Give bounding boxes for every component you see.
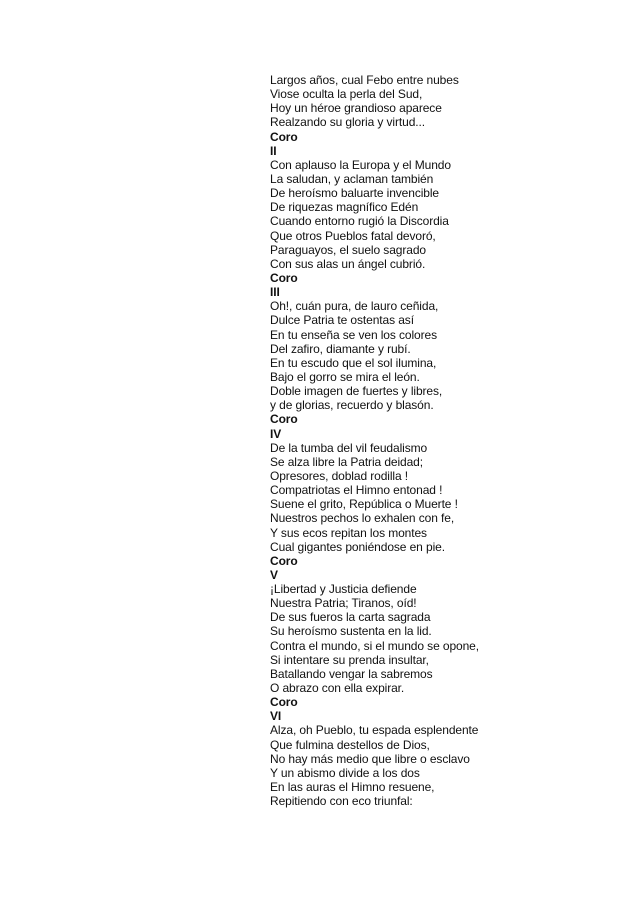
verse-line: De riquezas magnífico Edén — [270, 200, 419, 215]
verse-line: Alza, oh Pueblo, tu espada esplendente — [270, 723, 479, 738]
verse-line: Batallando vengar la sabremos — [270, 666, 433, 681]
stanza-number: II — [270, 143, 277, 158]
verse-line: Con aplauso la Europa y el Mundo — [270, 157, 451, 172]
verse-line: Y sus ecos repitan los montes — [270, 525, 427, 540]
chorus-heading: Coro — [270, 553, 298, 568]
verse-line: De la tumba del vil feudalismo — [270, 440, 428, 455]
verse-line: La saludan, y aclaman también — [270, 171, 434, 186]
verse-line: Cual gigantes poniéndose en pie. — [270, 539, 445, 554]
stanza-number: IV — [270, 426, 282, 441]
verse-line: Repitiendo con eco triunfal: — [270, 794, 413, 809]
chorus-heading: Coro — [270, 695, 298, 710]
verse-line: Viose oculta la perla del Sud, — [270, 87, 423, 102]
verse-line: Largos años, cual Febo entre nubes — [270, 73, 459, 87]
verse-line: Nuestros pechos lo exhalen con fe, — [270, 511, 455, 526]
verse-line: Bajo el gorro se mira el león. — [270, 369, 420, 384]
verse-line: Que otros Pueblos fatal devoró, — [270, 228, 436, 243]
stanza-number: III — [270, 285, 280, 300]
verse-line: Suene el grito, República o Muerte ! — [270, 497, 458, 512]
chorus-heading: Coro — [270, 129, 298, 144]
verse-line: Y un abismo divide a los dos — [270, 765, 420, 780]
chorus-heading: Coro — [270, 270, 298, 285]
verse-line: Con sus alas un ángel cubrió. — [270, 256, 426, 271]
verse-line: De heroísmo baluarte invencible — [270, 186, 439, 201]
verse-line: Del zafiro, diamante y rubí. — [270, 341, 411, 356]
verse-line: Su heroísmo sustenta en la lid. — [270, 624, 432, 639]
verse-line: Nuestra Patria; Tiranos, oíd! — [270, 596, 417, 611]
verse-line: No hay más medio que libre o esclavo — [270, 751, 470, 766]
verse-line: Doble imagen de fuertes y libres, — [270, 384, 443, 399]
verse-line: Opresores, doblad rodilla ! — [270, 468, 409, 483]
verse-line: Que fulmina destellos de Dios, — [270, 737, 430, 752]
verse-line: Contra el mundo, si el mundo se opone, — [270, 638, 479, 653]
verse-line: ¡Libertad y Justicia defiende — [270, 582, 417, 597]
verse-line: En tu enseña se ven los colores — [270, 327, 438, 342]
verse-line: Si intentare su prenda insultar, — [270, 652, 429, 667]
stanza-number: VI — [270, 709, 282, 724]
verse-line: O abrazo con ella expirar. — [270, 681, 405, 696]
verse-line: Realzando su gloria y virtud... — [270, 115, 425, 130]
verse-line: Dulce Patria te ostentas así — [270, 313, 414, 328]
verse-line: Compatriotas el Himno entonad ! — [270, 483, 443, 498]
verse-line: En las auras el Himno resuene, — [270, 780, 435, 795]
anthem-text-block — [270, 73, 610, 808]
verse-line: De sus fueros la carta sagrada — [270, 610, 431, 625]
chorus-heading: Coro — [270, 412, 298, 427]
verse-line: Oh!, cuán pura, de lauro ceñida, — [270, 299, 439, 314]
stanza-number: V — [270, 567, 278, 582]
verse-line: En tu escudo que el sol ilumina, — [270, 355, 437, 370]
verse-line: Paraguayos, el suelo sagrado — [270, 242, 426, 257]
verse-line: Hoy un héroe grandioso aparece — [270, 101, 442, 116]
verse-line: Cuando entorno rugió la Discordia — [270, 214, 449, 229]
verse-line: Se alza libre la Patria deidad; — [270, 454, 423, 469]
verse-line: y de glorias, recuerdo y blasón. — [270, 398, 434, 413]
